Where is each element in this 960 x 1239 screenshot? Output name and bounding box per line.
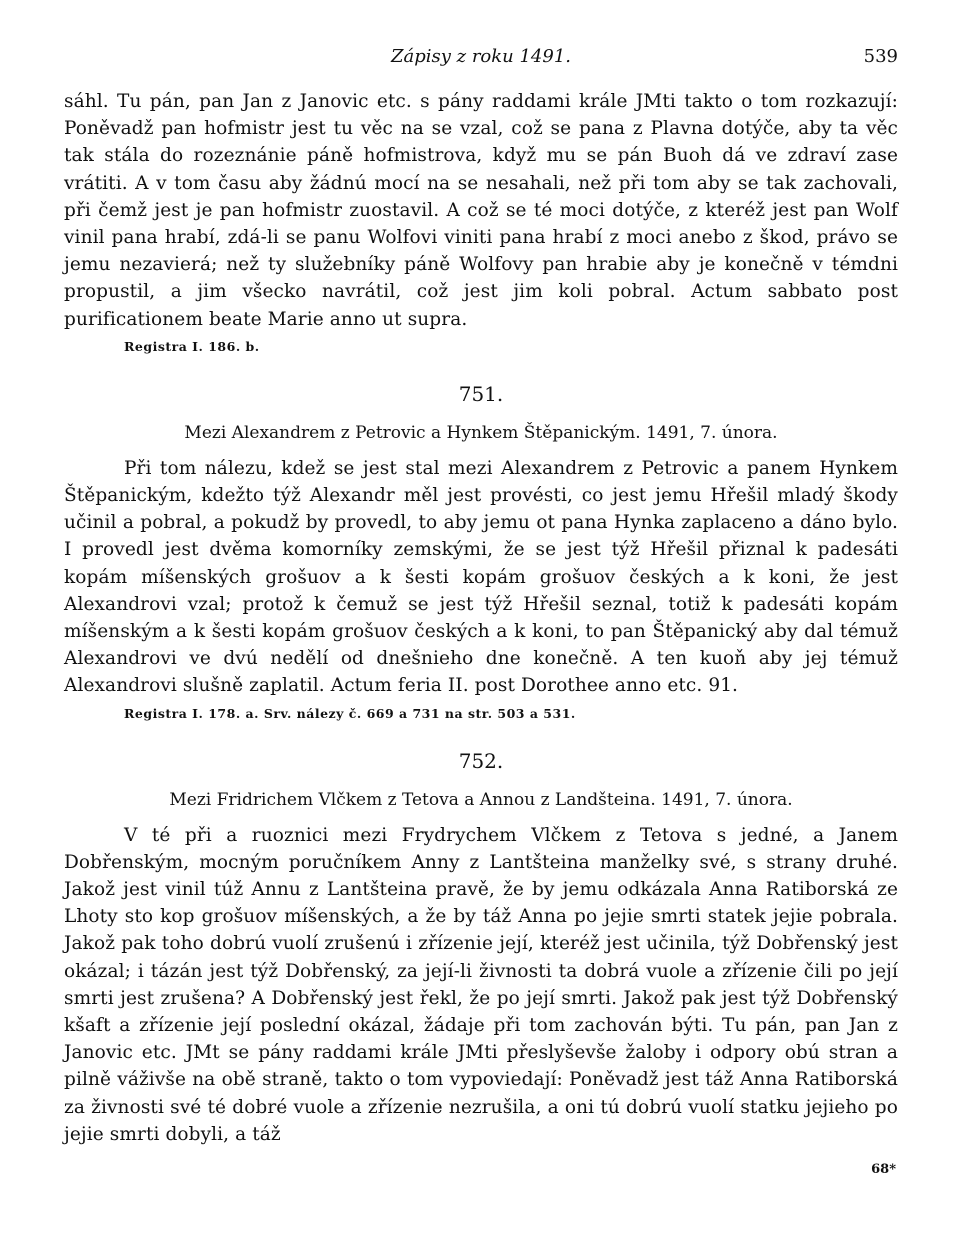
source-reference: Registra I. 178. a. Srv. nálezy č. 669 a 731 na str. 503 a 531.	[124, 705, 576, 721]
entry-heading: Mezi Fridrichem Vlčkem z Tetova a Annou z Landšteina. 1491, 7. února.	[169, 789, 793, 810]
entry-number: 752.	[458, 748, 504, 773]
running-head-title: Zápisy z roku 1491.	[390, 46, 572, 67]
source-reference: Registra I. 186. b.	[124, 338, 260, 354]
page-number: 539	[863, 46, 898, 67]
signature-mark: 68*	[871, 1162, 896, 1177]
running-head	[64, 40, 898, 74]
entry-heading: Mezi Alexandrem z Petrovic a Hynkem Štěpanickým. 1491, 7. února.	[184, 422, 778, 443]
entry-paragraph: Při tom nálezu, kdež se jest stal mezi Alexandrem z Petrovic a panem Hynkem Štěpanickým, kdežto týž Alexandr měl jest provésti, co jest jemu Hřešil mladý škody učinil a pobral, a pokudž by provedl, to aby jemu ot pana Hynka zaplaceno a dáno bylo. I provedl jest dvěma komorníky zemskými, že se jest týž Hřešil přiznal k padesáti kopám míšenských grošuov a k šesti kopám grošuov českých a k koni, že jest Alexandrovi vzal; protož k čemuž se jest týž Hřešil seznal, totiž k padesáti kopám míšenským a k šesti kopám grošuov českých a k koni, to pan Štěpanický aby dal témuž Alexandrovi ve dvú nedělí od dnešnieho dne konečně. A ten kuoň aby jej témuž Alexandrovi slušně zaplatil. Actum feria II. post Dorothee anno etc. 91.	[64, 457, 898, 697]
continuation-paragraph: sáhl. Tu pán, pan Jan z Janovic etc. s pány raddami krále JMti takto o tom rozkazují: Poněvadž pan hofmistr jest tu věc na se vzal, což se pana z Plavna dotýče, aby ta věc tak stála do rozeznánie páně hofmistrova, když mu se pán Buoh dá ve zdraví zase vrátiti. A v tom času aby žádnú mocí na se nesahali, než při tom aby se tak zachovali, při čemž jest je pan hofmistr zuostavil. A což se té moci dotýče, z kteréž jest pan Wolf vinil pana hrabí, zdá-li se panu Wolfovi viniti pana hrabí z moci anebo z škod, právo se jemu nezavierá; než ty služebníky páně Wolfovy pan hrabie aby je konečně v témdni propustil, a jim všecko navrátil, což jest jim koli pobral. Actum sabbato post purificationem beate Marie anno ut supra.	[64, 91, 898, 330]
entry-number: 751.	[458, 381, 504, 406]
entry-paragraph: V té při a ruoznici mezi Frydrychem Vlčkem z Tetova s jedné, a Janem Dobřenským, mocným poručníkem Anny z Lantšteina manželky své, s strany druhé. Jakož jest vinil túž Annu z Lantšteina pravě, že by jemu odkázala Anna Ratiborská ze Lhoty sto kop grošuov míšenských, a že by táž Anna po jejie smrti statek jejie pobrala. Jakož pak toho dobrú vuolí zrušenú i zřízenie její, kteréž jest učinila, týž Dobřenský jest okázal; i tázán jest týž Dobřenský, za její-li živnosti ta dobrá vuole a zřízenie čili po její smrti jest zrušena? A Dobřenský jest řekl, že po její smrti. Jakož pak jest týž Dobřenský kšaft a zřízenie její poslední okázal, žádaje při tom zachován býti. Tu pán, pan Jan z Janovic etc. JMt se pány raddami krále JMti přeslyševše žaloby i odpory obú stran a pilně váživše na obě straně, takto o tom vypoviedají: Poněvadž jest táž Anna Ratiborská za živnosti své té dobré vuole a zřízenie nezrušila, a oni tú dobrú vuolí statku jejieho po jejie smrti dobyli, a táž	[64, 824, 898, 1145]
